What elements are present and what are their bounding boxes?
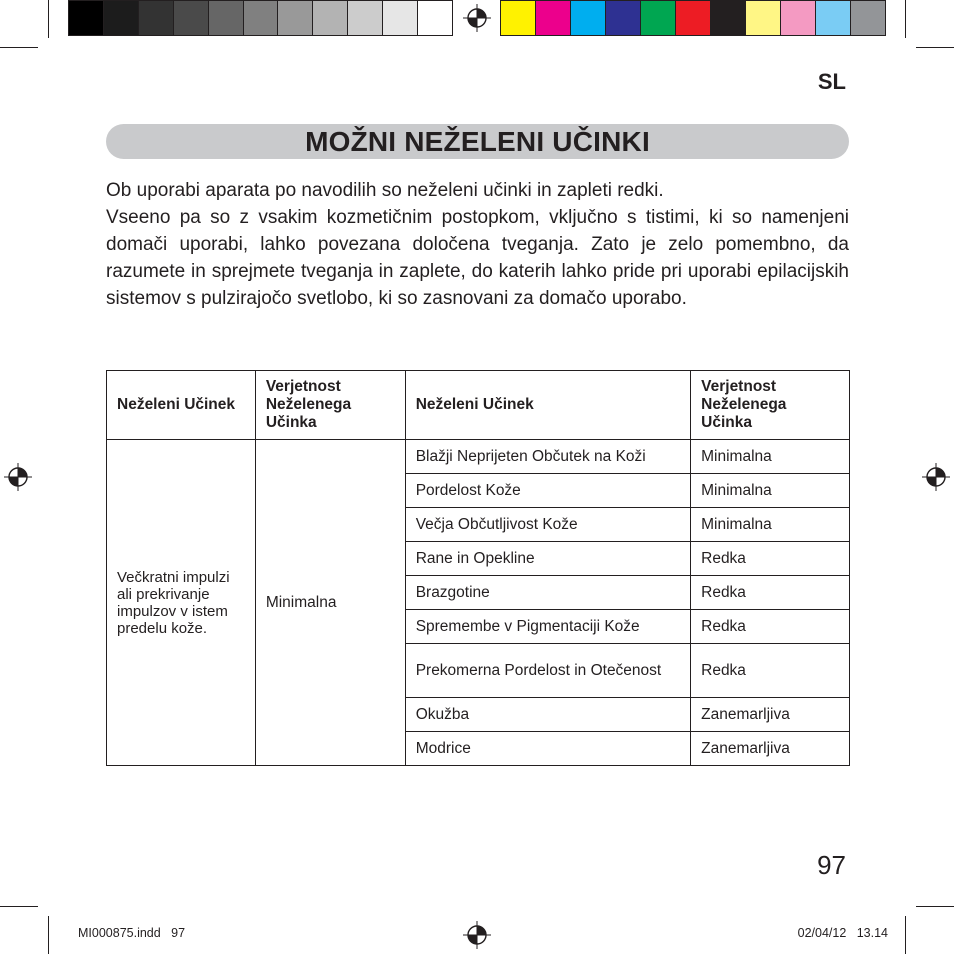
crop-mark-bottom-right-h — [916, 906, 954, 907]
side-effect-cell: Pordelost Kože — [405, 474, 690, 508]
color-swatch — [104, 1, 139, 35]
probability-cell: Zanemarljiva — [691, 698, 850, 732]
section-title-bar — [106, 124, 849, 159]
color-swatch — [139, 1, 174, 35]
color-swatch — [501, 1, 536, 35]
probability-cell: Minimalna — [691, 508, 850, 542]
table-row — [107, 440, 850, 474]
color-swatch — [536, 1, 571, 35]
side-effect-cell: Prekomerna Pordelost in Otečenost — [405, 644, 690, 698]
crop-mark-bottom-left-v — [48, 916, 49, 954]
side-effect-cell: Blažji Neprijeten Občutek na Koži — [405, 440, 690, 474]
color-swatch — [816, 1, 851, 35]
footer-date-slug: 02/04/12 13.14 — [797, 926, 888, 940]
crop-mark-top-right-v — [905, 0, 906, 38]
color-swatch — [606, 1, 641, 35]
color-swatch — [711, 1, 746, 35]
color-swatch — [383, 1, 418, 35]
intro-paragraph: Vseeno pa so z vsakim kozmetičnim postopkom, vključno s tistimi, ki so namenjeni domači uporabi, lahko povezana določena tveganja. Zato je zelo pomembno, da razumete in sprejmete tveganja in zaplete, do katerih lahko pride pri uporabi epilacijskih sistemov s pulzirajočo svetlobo, ki so zasnovani za domačo uporabo. — [106, 207, 849, 309]
color-swatch — [851, 1, 885, 35]
color-swatch — [348, 1, 383, 35]
crop-mark-top-left-h — [0, 47, 38, 48]
color-swatch — [746, 1, 781, 35]
side-effect-cell: Spremembe v Pigmentaciji Kože — [405, 610, 690, 644]
table-header-row — [107, 371, 850, 440]
probability-cell: Minimalna — [691, 474, 850, 508]
page-title: MOŽNI NEŽELENI UČINKI — [305, 125, 650, 157]
color-swatch — [641, 1, 676, 35]
registration-mark-top-icon — [463, 4, 491, 32]
footer-file-slug: MI000875.indd 97 — [78, 926, 186, 940]
color-swatch — [571, 1, 606, 35]
probability-cell: Zanemarljiva — [691, 732, 850, 766]
color-swatch — [278, 1, 313, 35]
group-side-effect-cell: Večkratni impulzi ali prekrivanje impulzov v istem predelu kože. — [107, 440, 256, 766]
color-swatch — [69, 1, 104, 35]
intro-text — [106, 177, 849, 312]
side-effect-cell: Modrice — [405, 732, 690, 766]
registration-mark-left-icon — [4, 463, 32, 491]
side-effect-cell: Brazgotine — [405, 576, 690, 610]
header-side-effect: Neželeni Učinek — [405, 371, 690, 440]
color-swatch — [174, 1, 209, 35]
group-probability-cell: Minimalna — [255, 440, 405, 766]
probability-cell: Redka — [691, 576, 850, 610]
color-swatch — [676, 1, 711, 35]
probability-cell: Minimalna — [691, 440, 850, 474]
color-swatch — [209, 1, 244, 35]
registration-mark-bottom-icon — [463, 921, 491, 949]
side-effects-table — [106, 370, 850, 766]
crop-mark-top-left-v — [48, 0, 49, 38]
color-swatch — [418, 1, 452, 35]
crop-mark-bottom-left-h — [0, 906, 38, 907]
page-number: 97 — [817, 850, 846, 880]
language-code: SL — [817, 69, 846, 94]
gray-calibration-bar — [68, 0, 453, 36]
side-effect-cell: Okužba — [405, 698, 690, 732]
crop-mark-bottom-right-v — [905, 916, 906, 954]
probability-cell: Redka — [691, 610, 850, 644]
intro-line: Ob uporabi aparata po navodilih so neželeni učinki in zapleti redki. — [106, 180, 664, 201]
header-probability: Verjetnost Neželenega Učinka — [691, 371, 850, 440]
color-swatch — [313, 1, 348, 35]
header-side-effect: Neželeni Učinek — [107, 371, 256, 440]
color-swatch — [244, 1, 279, 35]
color-calibration-bar — [500, 0, 886, 36]
color-swatch — [781, 1, 816, 35]
side-effect-cell: Rane in Opekline — [405, 542, 690, 576]
registration-mark-right-icon — [922, 463, 950, 491]
probability-cell: Redka — [691, 542, 850, 576]
probability-cell: Redka — [691, 644, 850, 698]
side-effect-cell: Večja Občutljivost Kože — [405, 508, 690, 542]
header-probability: Verjetnost Neželenega Učinka — [255, 371, 405, 440]
crop-mark-top-right-h — [916, 47, 954, 48]
